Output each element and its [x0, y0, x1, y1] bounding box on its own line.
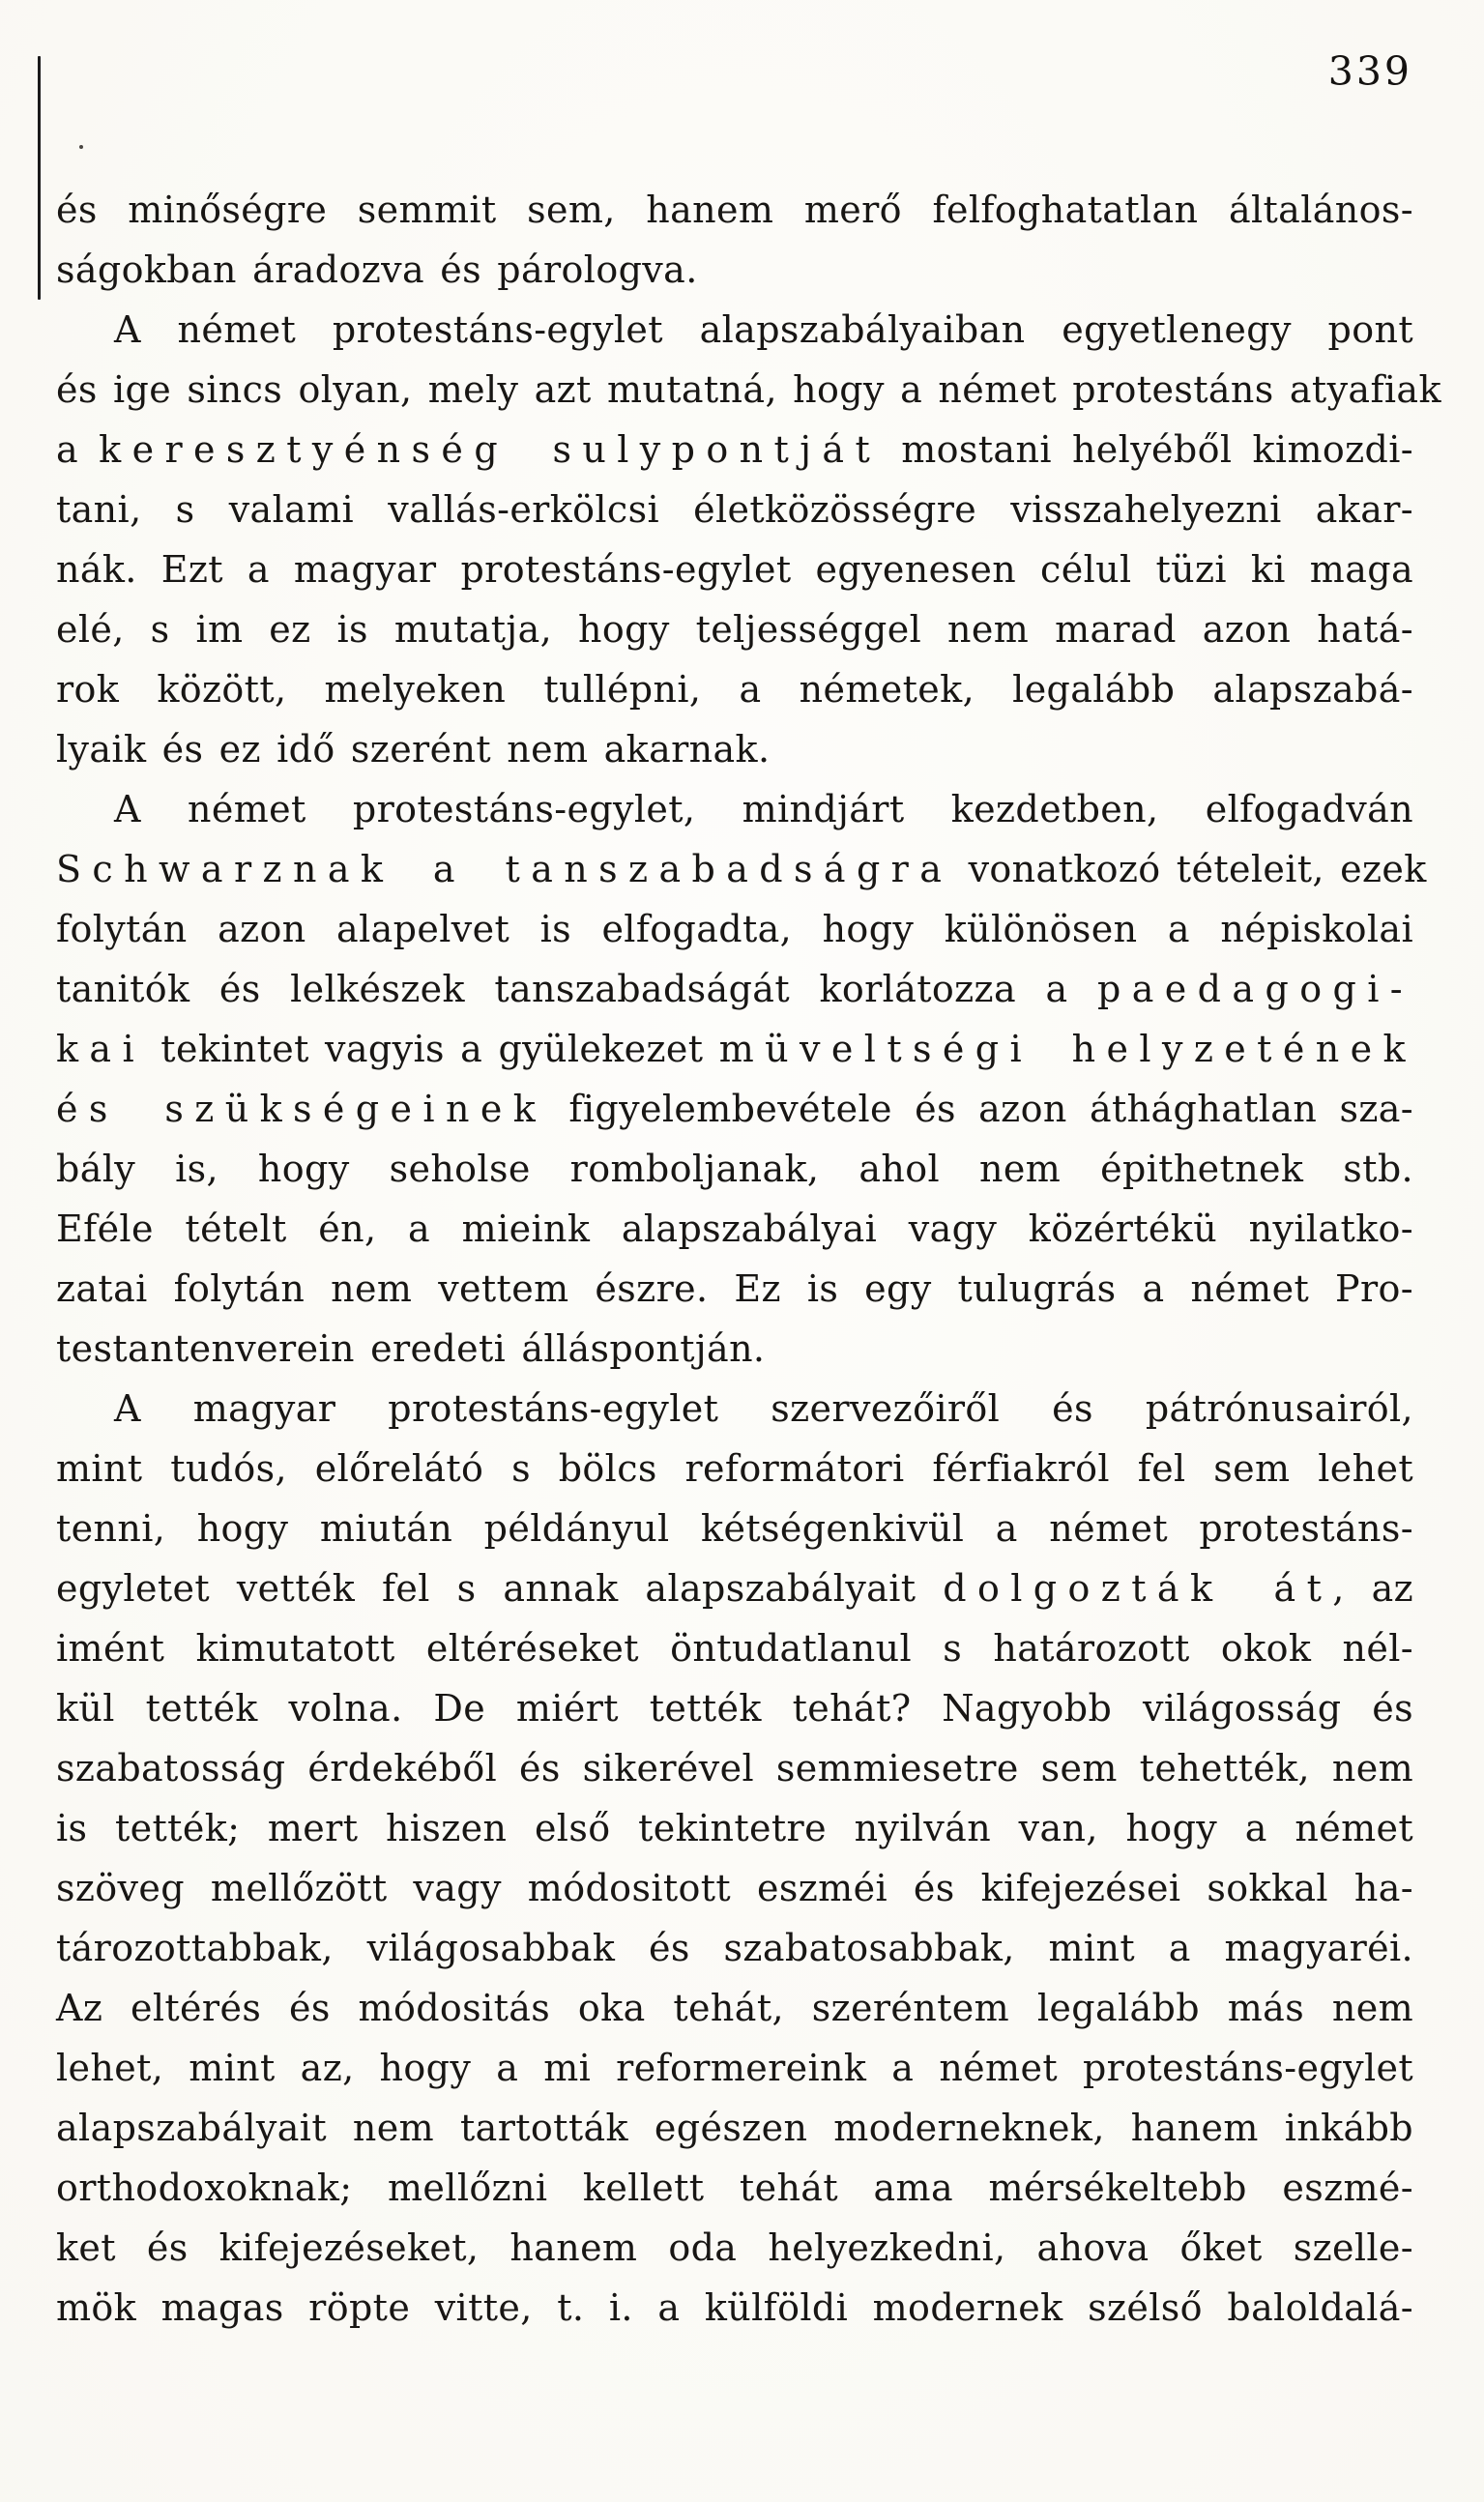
- body-text: tani, s valami vallás-erkölcsi életközösségre visszahelyezni akar-: [56, 488, 1413, 531]
- body-text: ságokban áradozva és párologva.: [56, 248, 698, 291]
- text-line: [56, 719, 1413, 779]
- emphasized-text: dolgozták át: [943, 1567, 1333, 1610]
- body-text: Az eltérés és módositás oka tehát, szeréntem legalább más nem: [56, 1987, 1413, 2029]
- body-text: mint tudós, előrelátó s bölcs reformátori férfiakról fel sem lehet: [56, 1447, 1413, 1490]
- text-line: [56, 1319, 1413, 1379]
- text-line: [56, 1439, 1413, 1498]
- text-line: [56, 1379, 1413, 1439]
- body-text: alapszabályait nem tartották egészen moderneknek, hanem inkább: [56, 2107, 1413, 2149]
- body-text: szabatosság érdekéből és sikerével semmiesetre sem tehették, nem: [56, 1747, 1413, 1789]
- text-line: [56, 1618, 1413, 1678]
- emphasized-text: keresztyénség sulypontját: [99, 428, 882, 471]
- scan-artifact-line: [38, 56, 41, 300]
- text-line: [56, 420, 1413, 480]
- body-text: figyelembevétele és azon áthághatlan sza-: [546, 1088, 1414, 1130]
- text-line: [56, 1558, 1413, 1618]
- text-line: [56, 1199, 1413, 1259]
- body-text: lehet, mint az, hogy a mi reformereink a német protestáns-egylet: [56, 2047, 1413, 2089]
- emphasized-text: Schwarznak a tanszabadságra: [56, 848, 953, 890]
- text-line: [56, 2098, 1413, 2158]
- text-line: [56, 899, 1413, 959]
- scan-artifact-dot: [79, 145, 83, 149]
- body-text: A német protestáns-egylet, mindjárt kezdetben, elfogadván: [114, 788, 1413, 830]
- text-line: [56, 2038, 1413, 2098]
- body-text: mök magas röpte vitte, t. i. a külföldi modernek szélső baloldalá-: [56, 2286, 1413, 2329]
- text-line: [56, 839, 1427, 899]
- text-line: [56, 360, 1441, 420]
- body-text: bály is, hogy seholse romboljanak, ahol nem épithetnek stb.: [56, 1148, 1413, 1190]
- body-text: tenni, hogy miután példányul kétségenkivül a német protestáns-: [56, 1507, 1413, 1550]
- body-text: vonatkozó tételeit, ezek: [952, 848, 1427, 890]
- text-line: [56, 599, 1413, 659]
- emphasized-text: paedagogi-: [1097, 968, 1413, 1010]
- text-line: [56, 480, 1413, 539]
- text-line: [56, 1139, 1413, 1199]
- text-line: [56, 539, 1413, 599]
- body-text: tanitók és lelkészek tanszabadságát korlátozza a: [56, 968, 1098, 1010]
- emphasized-text: kai: [56, 1028, 146, 1070]
- text-line: [56, 959, 1413, 1019]
- body-text: egyletet vették fel s annak alapszabályait: [56, 1567, 944, 1610]
- body-text: zatai folytán nem vettem észre. Ez is egy tulugrás a német Pro-: [56, 1267, 1413, 1310]
- body-text: , az: [1332, 1567, 1414, 1610]
- text-line: [56, 1678, 1413, 1738]
- text-line: [56, 2218, 1413, 2278]
- text-line: [56, 1738, 1413, 1798]
- body-text: testantenverein eredeti álláspontján.: [56, 1327, 766, 1370]
- text-line: [56, 1498, 1413, 1558]
- body-text: és ige sincs olyan, mely azt mutatná, hogy a német protestáns atyafiak: [56, 368, 1441, 411]
- emphasized-text: müveltségi helyzetének: [718, 1028, 1416, 1070]
- text-line: [56, 659, 1413, 719]
- text-line: [56, 240, 1413, 300]
- body-text: Eféle tételt én, a mieink alapszabályai vagy közértékü nyilatko-: [56, 1207, 1413, 1250]
- text-line: [56, 1019, 1416, 1079]
- text-line: [56, 1918, 1413, 1978]
- body-text: kül tették volna. De miért tették tehát? Nagyobb világosság és: [56, 1687, 1413, 1730]
- body-text: a: [56, 428, 100, 471]
- body-text: nák. Ezt a magyar protestáns-egylet egyenesen célul tüzi ki maga: [56, 548, 1413, 591]
- body-text: imént kimutatott eltéréseket öntudatlanul s határozott okok nél-: [56, 1627, 1413, 1670]
- body-text: mostani helyéből kimozdi-: [881, 428, 1413, 471]
- text-line: [56, 1259, 1413, 1319]
- body-text: A német protestáns-egylet alapszabályaiban egyetlenegy pont: [114, 308, 1413, 351]
- body-text: is tették; mert hiszen első tekintetre nyilván van, hogy a német: [56, 1807, 1413, 1849]
- text-line: [56, 1798, 1413, 1858]
- body-text: rok között, melyeken tullépni, a németek, legalább alapszabá-: [56, 668, 1413, 711]
- body-text: A magyar protestáns-egylet szervezőiről és pátrónusairól,: [114, 1387, 1413, 1430]
- text-line: [56, 2158, 1413, 2218]
- text-line: [56, 1079, 1413, 1139]
- body-text: szöveg mellőzött vagy módositott eszméi és kifejezései sokkal ha-: [56, 1867, 1413, 1909]
- text-line: [56, 2278, 1413, 2338]
- text-line: [56, 180, 1413, 240]
- body-text: és minőségre semmit sem, hanem merő felfoghatatlan általános-: [56, 189, 1413, 231]
- page-text: [56, 180, 1441, 2338]
- body-text: lyaik és ez idő szerént nem akarnak.: [56, 728, 771, 771]
- page-number: 339: [1327, 48, 1412, 95]
- text-line: [56, 1978, 1413, 2038]
- body-text: ket és kifejezéseket, hanem oda helyezkedni, ahova őket szelle-: [56, 2226, 1413, 2269]
- body-text: orthodoxoknak; mellőzni kellett tehát ama mérsékeltebb eszmé-: [56, 2167, 1413, 2209]
- body-text: tekintet vagyis a gyülekezet: [145, 1028, 719, 1070]
- body-text: tározottabbak, világosabbak és szabatosabbak, mint a magyaréi.: [56, 1927, 1413, 1969]
- body-text: folytán azon alapelvet is elfogadta, hogy különösen a népiskolai: [56, 908, 1413, 950]
- body-text: elé, s im ez is mutatja, hogy teljességgel nem marad azon hatá-: [56, 608, 1413, 651]
- emphasized-text: és szükségeinek: [56, 1088, 547, 1130]
- text-line: [56, 1858, 1413, 1918]
- text-line: [56, 779, 1413, 839]
- text-line: [56, 300, 1413, 360]
